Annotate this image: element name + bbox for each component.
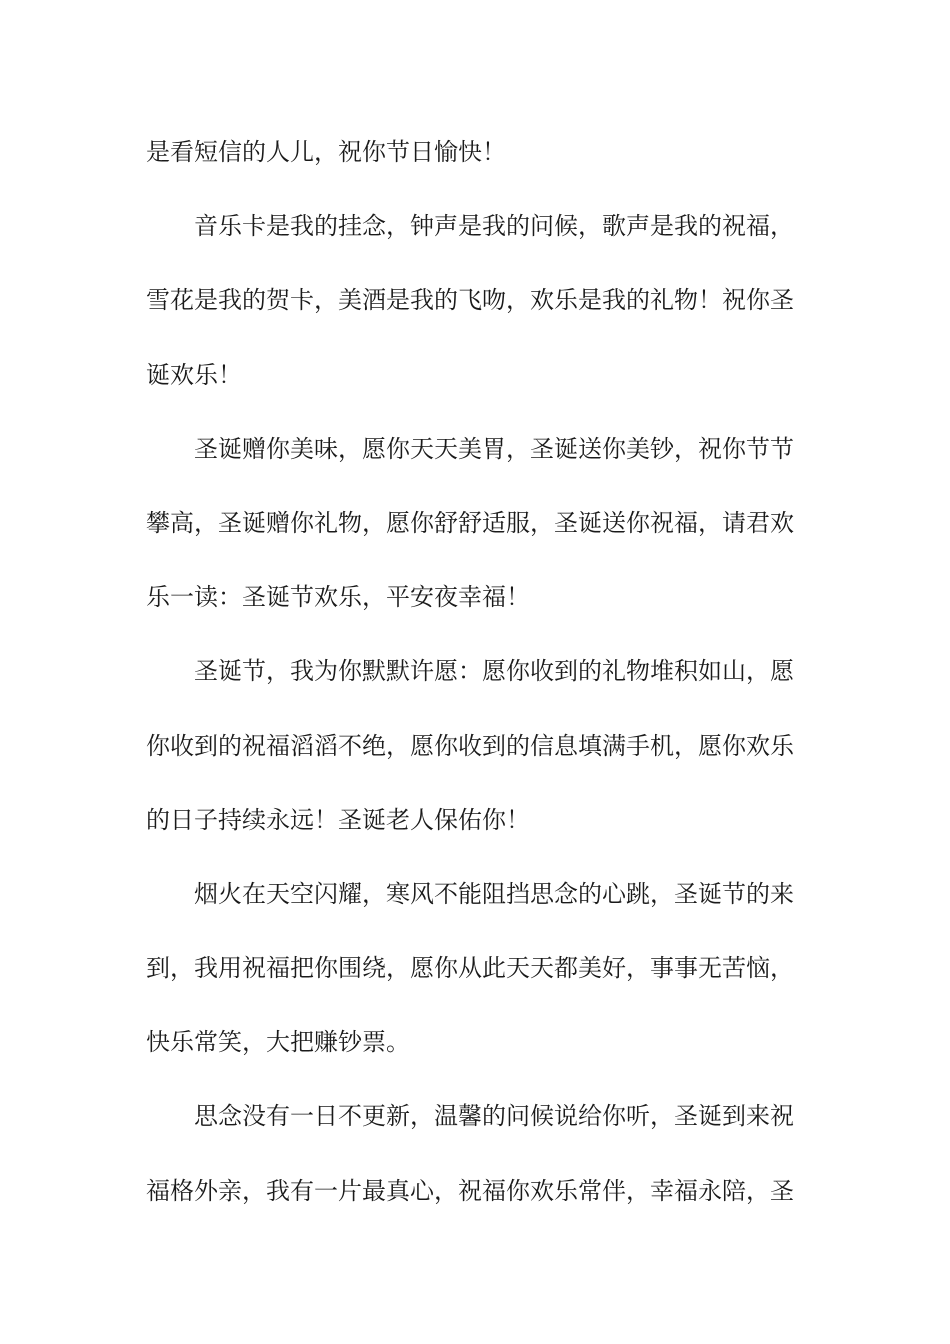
text-line: 的日子持续永远！圣诞老人保佑你！ bbox=[146, 805, 530, 834]
text-line: 是看短信的人儿，祝你节日愉快！ bbox=[146, 138, 506, 166]
text-line: 雪花是我的贺卡，美酒是我的飞吻，欢乐是我的礼物！祝你圣 bbox=[146, 286, 794, 315]
paragraph-start-line: 圣诞节，我为你默默许愿：愿你收到的礼物堆积如山，愿 bbox=[194, 657, 794, 686]
paragraph-start-line: 音乐卡是我的挂念，钟声是我的问候，歌声是我的祝福， bbox=[194, 212, 794, 241]
paragraph-start-line: 思念没有一日不更新，温馨的问候说给你听，圣诞到来祝 bbox=[194, 1102, 794, 1131]
text-line: 乐一读：圣诞节欢乐，平安夜幸福！ bbox=[146, 583, 530, 612]
text-line: 你收到的祝福滔滔不绝，愿你收到的信息填满手机，愿你欢乐 bbox=[146, 731, 794, 760]
document-body bbox=[146, 127, 806, 1240]
text-line: 诞欢乐！ bbox=[146, 360, 242, 389]
paragraph-start-line: 烟火在天空闪耀，寒风不能阻挡思念的心跳，圣诞节的来 bbox=[194, 879, 794, 908]
paragraph-start-line: 圣诞赠你美味，愿你天天美胃，圣诞送你美钞，祝你节节 bbox=[194, 434, 794, 463]
text-line: 到，我用祝福把你围绕，愿你从此天天都美好，事事无苦恼， bbox=[146, 954, 794, 983]
text-line: 快乐常笑，大把赚钞票。 bbox=[146, 1028, 410, 1057]
text-line: 攀高，圣诞赠你礼物，愿你舒舒适服，圣诞送你祝福，请君欢 bbox=[146, 508, 794, 537]
text-line: 福格外亲，我有一片最真心，祝福你欢乐常伴，幸福永陪，圣 bbox=[146, 1176, 794, 1205]
